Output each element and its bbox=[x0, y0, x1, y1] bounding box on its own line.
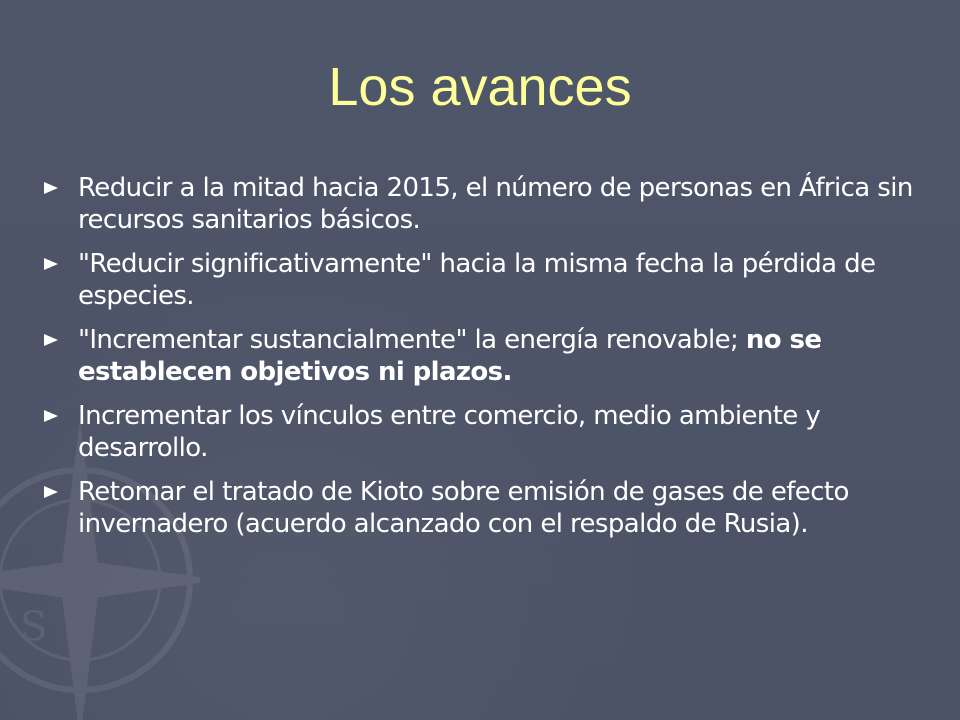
bullet-arrow-icon bbox=[44, 258, 58, 270]
bullet-arrow-icon bbox=[44, 486, 58, 498]
bullet-arrow-icon bbox=[44, 334, 58, 346]
bullet-text: Incrementar los vínculos entre comercio, medio ambiente y desarrollo. bbox=[78, 401, 821, 463]
bullet-item bbox=[40, 476, 920, 540]
bullet-item bbox=[40, 400, 920, 464]
svg-text:S: S bbox=[20, 604, 48, 650]
bullet-arrow-icon bbox=[44, 182, 58, 194]
bullet-item bbox=[40, 324, 920, 388]
bullet-text: "Reducir significativamente" hacia la misma fecha la pérdida de especies. bbox=[78, 249, 876, 311]
bullet-arrow-icon bbox=[44, 410, 58, 422]
slide-title: Los avances bbox=[328, 57, 632, 117]
bullet-bold-text: no se establecen objetivos ni plazos. bbox=[78, 325, 822, 387]
bullet-list bbox=[40, 172, 920, 552]
bullet-text: Reducir a la mitad hacia 2015, el número de personas en África sin recursos sanitarios básicos. bbox=[78, 173, 913, 235]
bullet-item bbox=[40, 172, 920, 236]
bullet-text: "Incrementar sustancialmente" la energía renovable; bbox=[78, 325, 746, 355]
bullet-text: Retomar el tratado de Kioto sobre emisión de gases de efecto invernadero (acuerdo alcanzado con el respaldo de Rusia). bbox=[78, 477, 849, 539]
bullet-item bbox=[40, 248, 920, 312]
